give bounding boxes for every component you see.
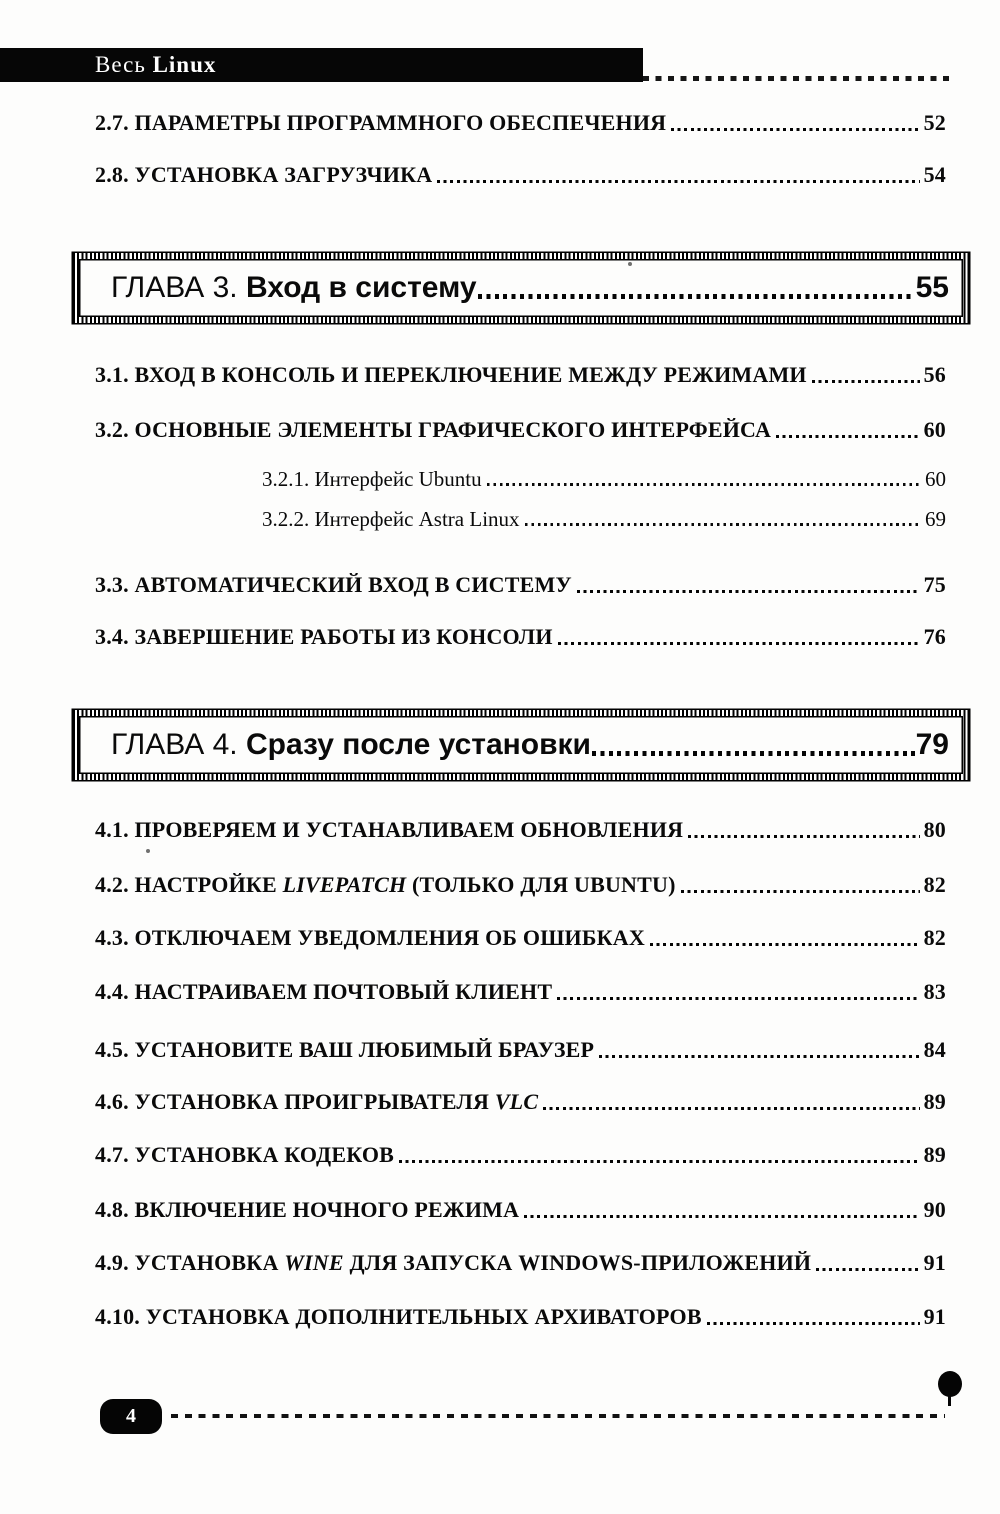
- dot-leader: [707, 1322, 920, 1325]
- toc-entry-label: 4.8. ВКЛЮЧЕНИЕ НОЧНОГО РЕЖИМА: [95, 1197, 520, 1222]
- toc-entry-label: 2.7. ПАРАМЕТРЫ ПРОГРАММНОГО ОБЕСПЕЧЕНИЯ: [95, 110, 667, 135]
- toc-entry-label: 3.2.1. Интерфейс Ubuntu: [262, 467, 482, 491]
- page-number: 75: [923, 572, 946, 597]
- chapter-title: Сразу после установки: [245, 728, 591, 761]
- toc-entry-label: 4.4. НАСТРАИВАЕМ ПОЧТОВЫЙ КЛИЕНТ: [95, 979, 553, 1004]
- page-number: 82: [923, 872, 946, 897]
- scan-speck: [146, 849, 150, 853]
- label-part: ДЛЯ ЗАПУСКА WINDOWS-ПРИЛОЖЕНИЙ: [343, 1250, 812, 1275]
- dot-leader: [399, 1160, 920, 1163]
- dot-leader: [599, 1055, 919, 1058]
- toc-entry[interactable]: [95, 1250, 946, 1276]
- page-number: 91: [923, 1250, 946, 1275]
- toc-entry[interactable]: [95, 624, 946, 650]
- toc-subentry[interactable]: [95, 467, 946, 491]
- page-footer: [100, 1398, 945, 1434]
- dot-leader: [478, 294, 915, 299]
- dot-leader: [543, 1107, 919, 1110]
- page-number: 69: [925, 507, 946, 531]
- page-number: 56: [923, 362, 946, 387]
- toc-entry[interactable]: [95, 817, 946, 843]
- toc-entry-label: 3.1. ВХОД В КОНСОЛЬ И ПЕРЕКЛЮЧЕНИЕ МЕЖДУ РЕЖИМАМИ: [95, 362, 807, 387]
- toc-chapter-heading[interactable]: [73, 253, 969, 323]
- page-number: 84: [923, 1037, 946, 1062]
- dot-leader: [816, 1268, 919, 1271]
- toc-entry-label: 3.2.2. Интерфейс Astra Linux: [262, 507, 520, 531]
- dot-leader: [525, 523, 921, 526]
- page-number: 55: [915, 271, 949, 304]
- toc-entry[interactable]: [95, 1089, 946, 1115]
- page-number: 80: [923, 817, 946, 842]
- toc-entry[interactable]: [95, 872, 946, 898]
- label-part: 4.2. НАСТРОЙКЕ: [95, 872, 283, 897]
- label-part: (ТОЛЬКО ДЛЯ UBUNTU): [406, 872, 676, 897]
- footer-pin-dot: [938, 1371, 962, 1397]
- page-header-bar: [0, 48, 643, 82]
- toc-entry-label: [95, 1089, 538, 1115]
- dot-leader: [681, 890, 920, 893]
- toc-entry[interactable]: [95, 1037, 946, 1063]
- page-number: 83: [923, 979, 946, 1004]
- toc-entry[interactable]: [95, 162, 946, 188]
- dot-leader: [776, 435, 919, 438]
- header-dotted-rule: [643, 76, 953, 81]
- page-number: 60: [923, 417, 946, 442]
- label-part-italic: WINE: [284, 1250, 344, 1275]
- toc-chapter-heading[interactable]: [73, 710, 969, 780]
- toc-entry[interactable]: [95, 1142, 946, 1168]
- dot-leader: [592, 751, 915, 756]
- page-number: 90: [923, 1197, 946, 1222]
- dot-leader: [557, 997, 919, 1000]
- toc-entry-label: [95, 1250, 811, 1276]
- toc-entry[interactable]: [95, 979, 946, 1005]
- toc-subentry[interactable]: [95, 507, 946, 531]
- page-number: 91: [923, 1304, 946, 1329]
- book-title-regular: Весь: [95, 52, 153, 77]
- toc-entry[interactable]: [95, 1197, 946, 1223]
- scan-speck: [628, 262, 632, 266]
- toc-entry-label: 3.4. ЗАВЕРШЕНИЕ РАБОТЫ ИЗ КОНСОЛИ: [95, 624, 553, 649]
- dot-leader: [650, 943, 920, 946]
- page-number: 89: [923, 1089, 946, 1114]
- toc-entry-label: 3.3. АВТОМАТИЧЕСКИЙ ВХОД В СИСТЕМУ: [95, 572, 572, 597]
- toc-entry-label: [95, 872, 676, 898]
- dot-leader: [437, 180, 919, 183]
- page-number: 82: [923, 925, 946, 950]
- toc-entry-label: 4.1. ПРОВЕРЯЕМ И УСТАНАВЛИВАЕМ ОБНОВЛЕНИЯ: [95, 817, 684, 842]
- footer-page-number-badge: 4: [100, 1399, 162, 1434]
- dot-leader: [671, 128, 919, 131]
- toc-entry-label: 4.5. УСТАНОВИТЕ ВАШ ЛЮБИМЫЙ БРАУЗЕР: [95, 1037, 595, 1062]
- book-title-bold: Linux: [152, 52, 217, 77]
- label-part: 4.9. УСТАНОВКА: [95, 1250, 285, 1275]
- label-part: 4.6. УСТАНОВКА ПРОИГРЫВАТЕЛЯ: [95, 1089, 495, 1114]
- toc-entry-label: 2.8. УСТАНОВКА ЗАГРУЗЧИКА: [95, 162, 433, 187]
- page-number: 79: [915, 728, 949, 761]
- toc-entry[interactable]: [95, 362, 946, 388]
- dot-leader: [688, 835, 919, 838]
- chapter-title: Вход в систему: [245, 271, 477, 304]
- chapter-label: ГЛАВА 4.: [111, 728, 246, 761]
- toc-entry[interactable]: [95, 1304, 946, 1330]
- dot-leader: [524, 1215, 919, 1218]
- toc-entry[interactable]: [95, 572, 946, 598]
- label-part-italic: VLC: [494, 1089, 539, 1114]
- label-part-italic: LIVEPATCH: [282, 872, 407, 897]
- page-number: 76: [923, 624, 946, 649]
- page-number: 89: [923, 1142, 946, 1167]
- toc-entry-label: 4.10. УСТАНОВКА ДОПОЛНИТЕЛЬНЫХ АРХИВАТОРОВ: [95, 1304, 702, 1329]
- page-number: 60: [925, 467, 946, 491]
- table-of-contents: [95, 110, 949, 1330]
- toc-entry-label: 4.3. ОТКЛЮЧАЕМ УВЕДОМЛЕНИЯ ОБ ОШИБКАХ: [95, 925, 645, 950]
- dot-leader: [812, 380, 920, 383]
- dot-leader: [487, 483, 921, 486]
- toc-entry[interactable]: [95, 110, 946, 136]
- toc-entry-label: 4.7. УСТАНОВКА КОДЕКОВ: [95, 1142, 395, 1167]
- page-header: [0, 48, 953, 82]
- page-number: 52: [923, 110, 946, 135]
- page-number: 54: [923, 162, 946, 187]
- toc-entry[interactable]: [95, 925, 946, 951]
- toc-entry-label: 3.2. ОСНОВНЫЕ ЭЛЕМЕНТЫ ГРАФИЧЕСКОГО ИНТЕРФЕЙСА: [95, 417, 772, 442]
- footer-dotted-rule: [171, 1414, 945, 1419]
- dot-leader: [577, 590, 920, 593]
- toc-entry[interactable]: [95, 417, 946, 443]
- book-title: [95, 52, 216, 78]
- chapter-label: ГЛАВА 3.: [111, 271, 246, 304]
- dot-leader: [558, 642, 920, 645]
